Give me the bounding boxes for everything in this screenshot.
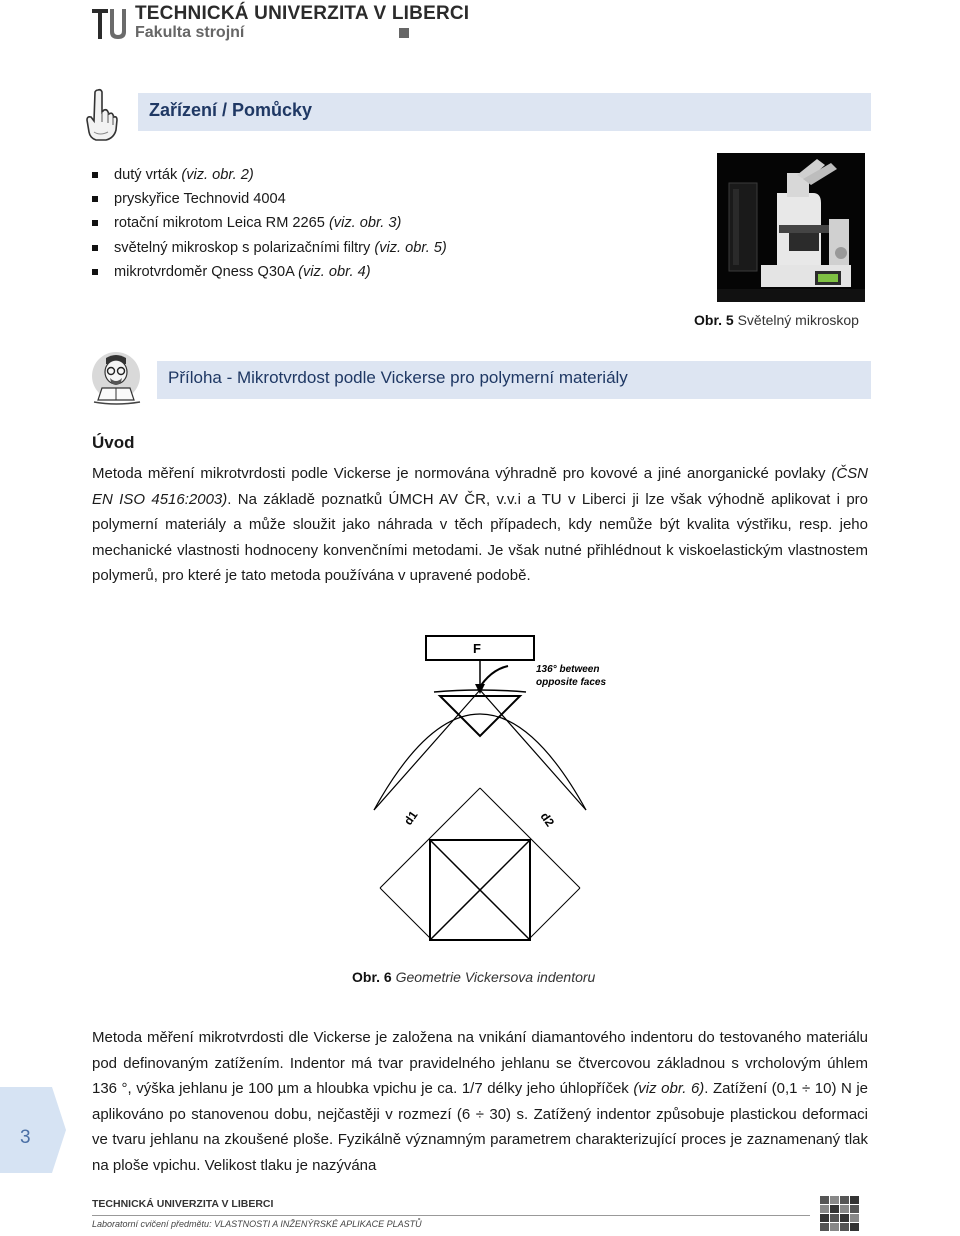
footer-grid-logo-icon [820,1196,860,1232]
bullet-square-icon [92,196,98,202]
list-item: dutý vrták (viz. obr. 2) [92,167,447,191]
bullet-square-icon [92,220,98,226]
list-item: světelný mikroskop s polarizačními filtry (viz. obr. 5) [92,240,447,264]
angle-label-line-1: 136° between [536,664,600,675]
page-number: 3 [20,1127,31,1148]
diagonal-d2-label: d2 [537,809,558,830]
appendix-section-heading: Příloha - Mikrotvrdost podle Vickerse pro polymerní materiály [168,368,628,387]
bullet-square-icon [92,245,98,251]
list-item: rotační mikrotom Leica RM 2265 (viz. obr. 3) [92,215,447,239]
appendix-section-banner [157,361,871,399]
footer-divider [92,1215,810,1216]
professor-cartoon-icon [88,350,146,406]
force-label: F [473,641,481,656]
figure-6-caption: Obr. 6 Geometrie Vickersova indentoru [352,969,596,985]
university-logo-icon [90,5,126,43]
bullet-square-icon [92,269,98,275]
figure-5-caption: Obr. 5 Světelný mikroskop [694,312,859,328]
equipment-list [92,167,447,288]
equipment-section-banner [138,93,871,131]
list-item: mikrotvrdoměr Qness Q30A (viz. obr. 4) [92,264,447,288]
footer-university-name: TECHNICKÁ UNIVERZITA V LIBERCI [92,1198,274,1210]
microscope-photo [717,153,865,302]
list-item: pryskyřice Technovid 4004 [92,191,447,215]
vickers-indenter-diagram [340,630,620,960]
footer-course-name: Laboratorní cvičení předmětu: VLASTNOSTI A INŽENÝRSKÉ APLIKACE PLASTŮ [92,1219,422,1229]
equipment-section-heading: Zařízení / Pomůcky [149,100,313,120]
method-paragraph: Metoda měření mikrotvrdosti dle Vickerse je založena na vnikání diamantového indentoru do testovaného materiálu pod definovaným zatížením. Indentor má tvar pravidelného jehlanu se čtvercovou základnou s vrcholovým úhlem 136 °, výška jehlanu je 100 µm a hloubka vpichu je ca. 1/7 délky jeho úhlopříček (viz obr. 6). Zatížení (0,1 ÷ 10) N je aplikováno po stanovenou dobu, nejčastěji v rozmezí (6 ÷ 30) s. Zatížený indentor způsobuje plastickou deformaci ve tvaru jehlanu na zkoušené ploše. Fyzikálně významným parametrem charakterizující proces je zaznamenaný tlak na ploše vpichu. Velikost tlaku je nazývána [92,1029,868,1174]
intro-heading: Úvod [92,433,135,452]
angle-label-line-2: opposite faces [536,677,607,688]
university-name: TECHNICKÁ UNIVERZITA V LIBERCI [135,3,470,24]
faculty-name: Fakulta strojní [135,24,245,41]
header-square-mark [399,28,409,38]
intro-paragraph: Metoda měření mikrotvrdosti podle Vickerse je normována výhradně pro kovové a jiné anorganické povlaky (ČSN EN ISO 4516:2003). Na základě poznatků ÚMCH AV ČR, v.v.i a TU v Liberci ji lze však výhodně aplikovat i pro polymerní materiály a může sloužit jako náhrada v těch případech, kdy nemůže být kvalita výstřiku, resp. jeho mechanické vlastnosti hodnoceny konvenčními metodami. Je však nutné přihlédnout k viskoelastickým vlastnostem polymerů, pro které je tato metoda používána v upravené podobě. [92,465,868,585]
page-number-tab [0,1087,66,1173]
pointing-hand-icon [82,88,118,142]
diagonal-d1-label: d1 [400,808,421,828]
bullet-square-icon [92,172,98,178]
